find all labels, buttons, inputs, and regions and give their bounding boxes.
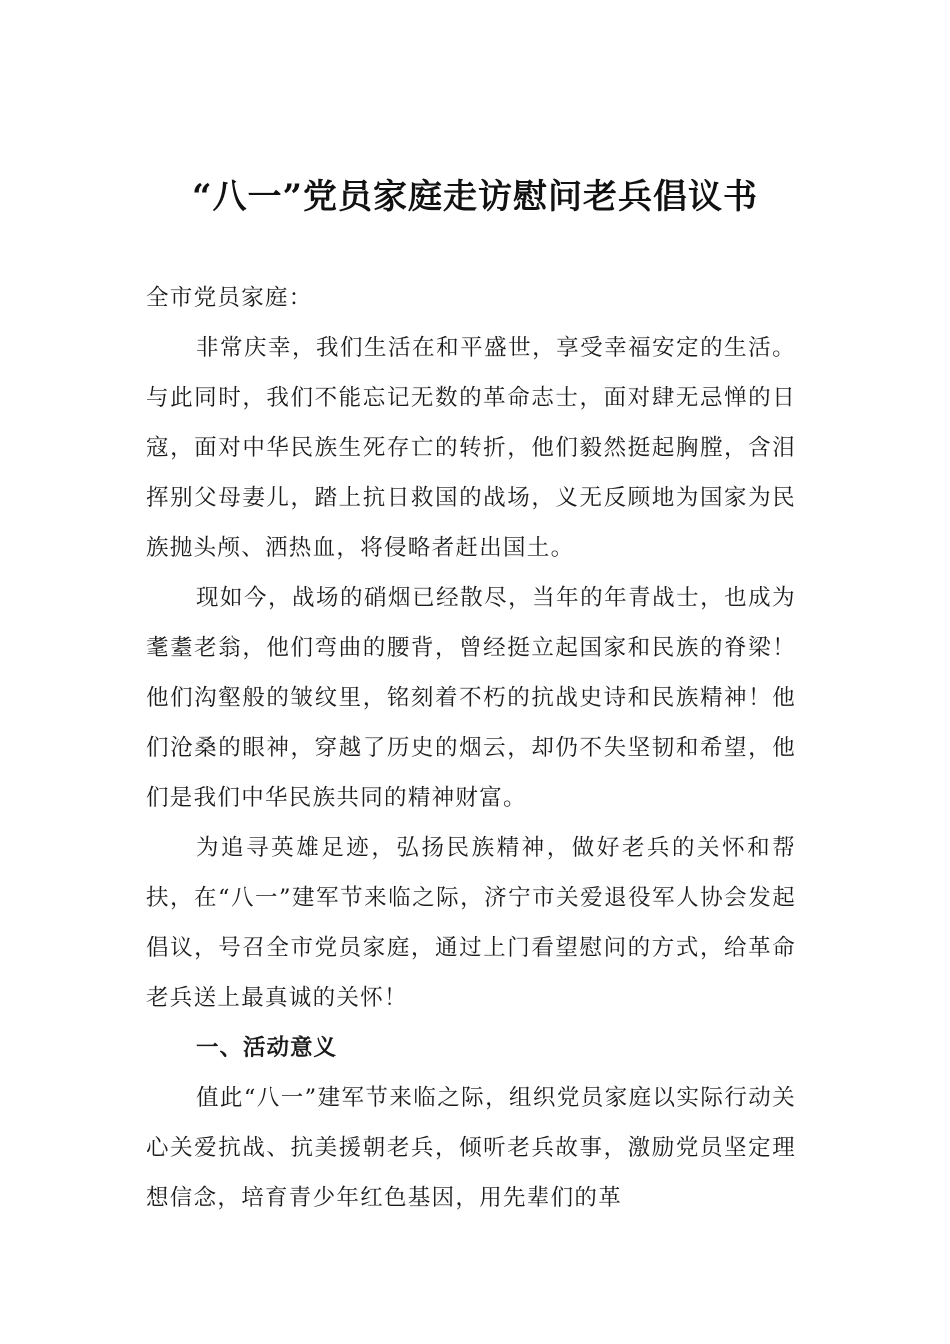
document-title: “八一”党员家庭走访慰问老兵倡议书 xyxy=(191,177,759,217)
section-paragraph: 值此“八一”建军节来临之际，组织党员家庭以实际行动关心关爱抗战、抗美援朝老兵，倾听老兵故事，激励党员坚定理想信念，培育青少年红色基因，用先辈们的革 xyxy=(146,1085,796,1211)
document-body xyxy=(146,273,796,1223)
salutation: 全市党员家庭： xyxy=(146,285,313,311)
paragraph-3: 为追寻英雄足迹，弘扬民族精神，做好老兵的关怀和帮扶，在“八一”建军节来临之际，济宁市关爱退役军人协会发起倡议，号召全市党员家庭，通过上门看望慰问的方式，给革命老兵送上最真诚的关怀！ xyxy=(146,835,796,1011)
paragraph-2: 现如今，战场的硝烟已经散尽，当年的年青战士，也成为耄耋老翁，他们弯曲的腰背，曾经挺立起国家和民族的脊梁！他们沟壑般的皱纹里，铭刻着不朽的抗战史诗和民族精神！他们沧桑的眼神，穿越了历史的烟云，却仍不失坚韧和希望，他们是我们中华民族共同的精神财富。 xyxy=(146,585,796,811)
section-heading: 一、活动意义 xyxy=(196,1035,338,1061)
paragraph-1: 非常庆幸，我们生活在和平盛世，享受幸福安定的生活。与此同时，我们不能忘记无数的革命志士，面对肆无忌惮的日寇，面对中华民族生死存亡的转折，他们毅然挺起胸膛，含泪挥别父母妻儿，踏上抗日救国的战场，义无反顾地为国家为民族抛头颅、洒热血，将侵略者赶出国土。 xyxy=(146,335,796,561)
